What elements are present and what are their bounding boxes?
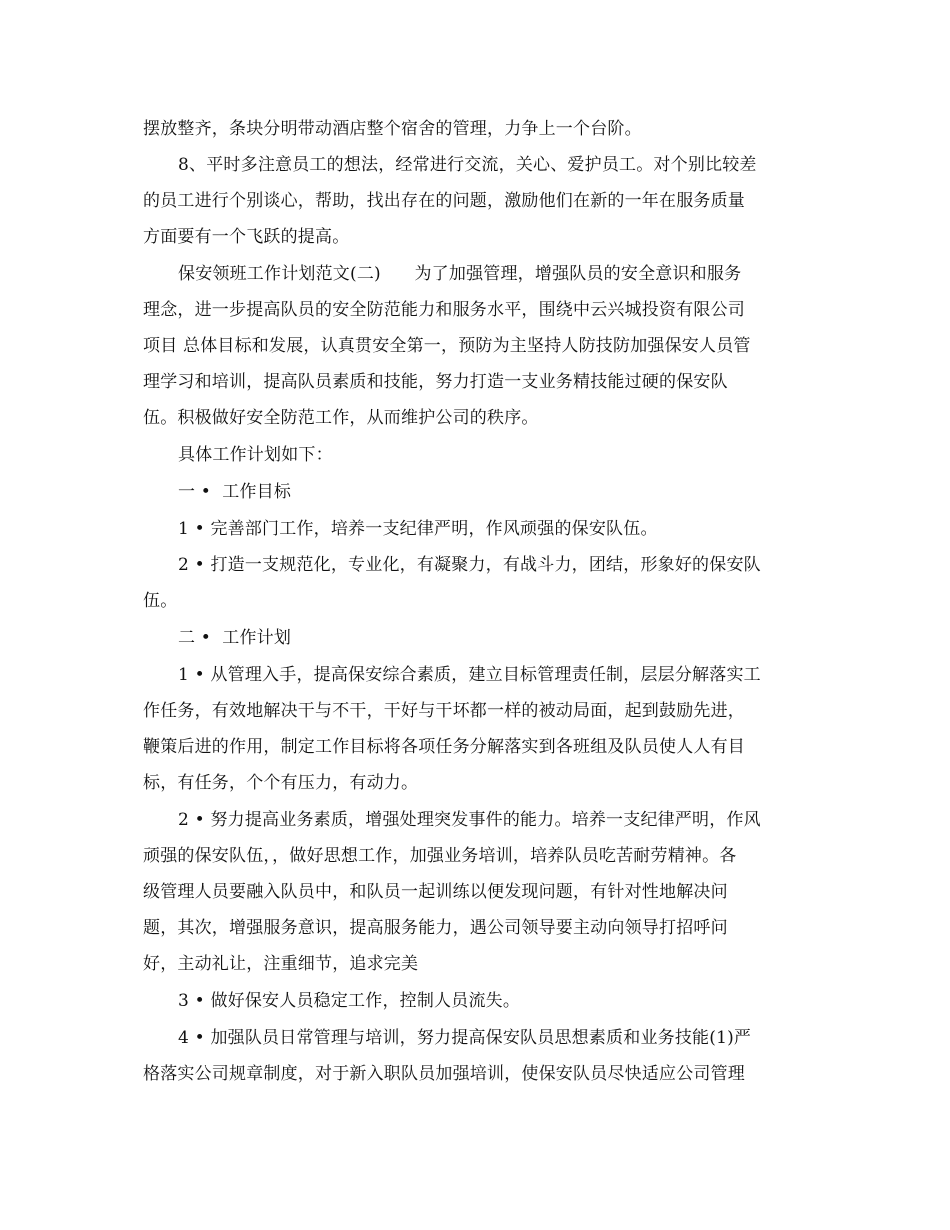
text-line: 的员工进行个别谈心，帮助，找出存在的问题，激励他们在新的一年在服务质量: [143, 191, 745, 211]
section-heading: 二 • 工作计划: [178, 628, 292, 648]
text-line: 鞭策后进的作用，制定工作目标将各项任务分解落实到各班组及队员使人人有目: [143, 737, 745, 757]
text-line: 伍。: [143, 591, 178, 611]
text-line: 8、平时多注意员工的想法，经常进行交流，关心、爱护员工。对个别比较差: [178, 155, 757, 175]
text-line: 3 • 做好保安人员稳定工作，控制人员流失。: [178, 991, 521, 1011]
text-line: 2 • 打造一支规范化，专业化，有凝聚力，有战斗力，团结，形象好的保安队: [178, 555, 761, 575]
text-line: 顽强的保安队伍，，做好思想工作，加强业务培训，培养队员吃苦耐劳精神。各: [143, 846, 737, 866]
text-line: 保安领班工作计划范文(二) 为了加强管理，增强队员的安全意识和服务: [178, 264, 742, 284]
text-line: 级管理人员要融入队员中，和队员一起训练以便发现问题，有针对性地解决问: [143, 882, 728, 902]
text-line: 格落实公司规章制度，对于新入职队员加强培训，使保安队员尽快适应公司管理: [143, 1064, 745, 1084]
text-line: 1 • 从管理入手，提高保安综合素质，建立目标管理责任制，层层分解落实工: [178, 665, 761, 685]
text-line: 具体工作计划如下：: [178, 445, 333, 465]
text-line: 标，有任务，个个有压力，有动力。: [143, 773, 419, 793]
text-line: 2 • 努力提高业务素质，增强处理突发事件的能力。培养一支纪律严明，作风: [178, 810, 761, 830]
text-line: 项目 总体目标和发展，认真贯安全第一，预防为主坚持人防技防加强保安人员管: [143, 336, 751, 356]
text-line: 摆放整齐，条块分明带动酒店整个宿舍的管理，力争上一个台阶。: [143, 119, 642, 139]
section-heading: 一 • 工作目标: [178, 482, 292, 502]
text-line: 4 • 加强队员日常管理与培训，努力提高保安队员思想素质和业务技能(1)严: [178, 1028, 752, 1048]
text-line: 理念，进一步提高队员的安全防范能力和服务水平，围绕中云兴城投资有限公司: [143, 300, 745, 320]
text-line: 题，其次，增强服务意识，提高服务能力，遇公司领导要主动向领导打招呼问: [143, 918, 728, 938]
text-line: 方面要有一个飞跃的提高。: [143, 227, 350, 247]
text-line: 1 • 完善部门工作，培养一支纪律严明，作风顽强的保安队伍。: [178, 519, 658, 539]
text-line: 好，主动礼让，注重细节，追求完美: [143, 954, 419, 974]
text-line: 作任务，有效地解决干与不干，干好与干坏都一样的被动局面，起到鼓励先进，: [143, 701, 745, 721]
text-line: 理学习和培训，提高队员素质和技能，努力打造一支业务精技能过硬的保安队: [143, 372, 728, 392]
text-line: 伍。积极做好安全防范工作，从而维护公司的秩序。: [143, 408, 539, 428]
